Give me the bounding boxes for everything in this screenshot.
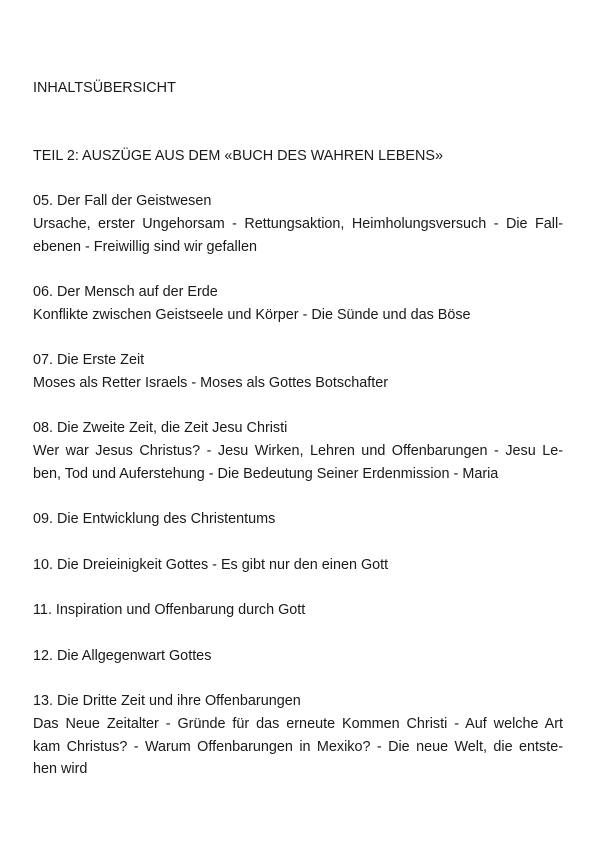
- toc-entry: [33, 508, 563, 531]
- toc-entry: [33, 281, 563, 327]
- toc-entry-description-line: ebenen - Freiwillig sind wir gefallen: [33, 238, 257, 255]
- toc-entry: [33, 417, 563, 485]
- toc-list: [33, 190, 563, 804]
- toc-entry-description-line: kam Christus? - Warum Offenbarungen in Mexiko? - Die neue Welt, die entste-: [33, 738, 563, 755]
- toc-entry: [33, 599, 563, 622]
- toc-entry-description: [33, 304, 563, 327]
- toc-entry-description-line: Wer war Jesus Christus? - Jesu Wirken, Lehren und Offenbarungen - Jesu Le-: [33, 443, 563, 460]
- toc-entry-description-line: Ursache, erster Ungehorsam - Rettungsaktion, Heimholungsversuch - Die Fall-: [33, 215, 563, 232]
- toc-entry: [33, 645, 563, 668]
- toc-entry-description: [33, 372, 563, 395]
- toc-entry-title: 05. Der Fall der Geistwesen: [33, 193, 212, 209]
- toc-entry-description-line: Das Neue Zeitalter - Gründe für das erneute Kommen Christi - Auf welche Art: [33, 715, 563, 732]
- toc-entry-description-line: Konflikte zwischen Geistseele und Körper - Die Sünde und das Böse: [33, 306, 471, 323]
- toc-entry-title: 13. Die Dritte Zeit und ihre Offenbarungen: [33, 692, 301, 709]
- toc-entry-title: 10. Die Dreieinigkeit Gottes - Es gibt nur den einen Gott: [33, 556, 389, 573]
- toc-entry: [33, 349, 563, 395]
- toc-entry-description: [33, 440, 563, 486]
- toc-entry-title: 09. Die Entwicklung des Christentums: [33, 511, 276, 528]
- section-heading: TEIL 2: AUSZÜGE AUS DEM «BUCH DES WAHREN LEBENS»: [33, 148, 443, 164]
- toc-entry-title: 12. Die Allgegenwart Gottes: [33, 647, 212, 664]
- toc-entry-title: 06. Der Mensch auf der Erde: [33, 283, 218, 300]
- toc-entry-description-line: ben, Tod und Auferstehung - Die Bedeutung Seiner Erdenmission - Maria: [33, 465, 499, 482]
- toc-entry-description-line: hen wird: [33, 761, 88, 778]
- toc-entry: [33, 554, 563, 577]
- toc-entry-title: 08. Die Zweite Zeit, die Zeit Jesu Christi: [33, 420, 288, 437]
- toc-entry-description-line: Moses als Retter Israels - Moses als Gottes Botschafter: [33, 374, 389, 391]
- toc-entry: [33, 190, 563, 258]
- toc-entry: [33, 690, 563, 781]
- toc-entry-title: 07. Die Erste Zeit: [33, 352, 145, 369]
- toc-entry-description: [33, 213, 563, 259]
- page-title: INHALTSÜBERSICHT: [33, 80, 176, 96]
- toc-entry-description: [33, 713, 563, 781]
- toc-entry-title: 11. Inspiration und Offenbarung durch Gott: [33, 602, 306, 619]
